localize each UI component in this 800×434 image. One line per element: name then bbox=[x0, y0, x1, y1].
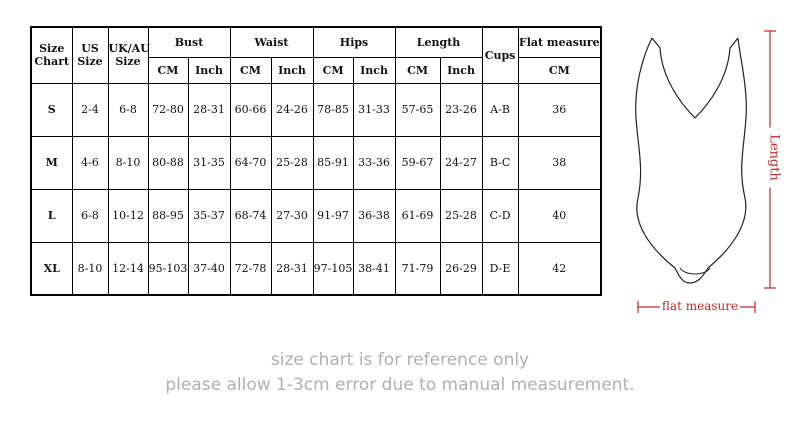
hips-inch-cell: 33-36 bbox=[353, 136, 395, 189]
us-cell: 4-6 bbox=[72, 136, 108, 189]
cups-cell: D-E bbox=[482, 242, 518, 295]
flat-measure-label: flat measure bbox=[661, 299, 739, 313]
bust-cm-cell: 95-103 bbox=[148, 242, 188, 295]
hips-cm-cell: 91-97 bbox=[313, 189, 353, 242]
header-ukau-size: UK/AU Size bbox=[108, 27, 148, 83]
length-cm-cell: 61-69 bbox=[395, 189, 440, 242]
us-cell: 2-4 bbox=[72, 83, 108, 136]
bust-inch-cell: 37-40 bbox=[188, 242, 230, 295]
length-label: Length bbox=[767, 128, 782, 188]
bust-cm-cell: 88-95 bbox=[148, 189, 188, 242]
length-cm-cell: 71-79 bbox=[395, 242, 440, 295]
unit-cm: CM bbox=[518, 57, 601, 83]
flat-cell: 38 bbox=[518, 136, 601, 189]
unit-cm: CM bbox=[148, 57, 188, 83]
header-cups: Cups bbox=[482, 27, 518, 83]
hips-cm-cell: 85-91 bbox=[313, 136, 353, 189]
header-waist: Waist bbox=[230, 27, 313, 57]
bust-cm-cell: 80-88 bbox=[148, 136, 188, 189]
bust-cm-cell: 72-80 bbox=[148, 83, 188, 136]
unit-cm: CM bbox=[395, 57, 440, 83]
table-row bbox=[31, 136, 601, 189]
hips-cm-cell: 97-105 bbox=[313, 242, 353, 295]
flat-cell: 40 bbox=[518, 189, 601, 242]
unit-inch: Inch bbox=[440, 57, 482, 83]
header-us-size: US Size bbox=[72, 27, 108, 83]
size-chart-table bbox=[30, 26, 602, 296]
hips-inch-cell: 36-38 bbox=[353, 189, 395, 242]
us-cell: 6-8 bbox=[72, 189, 108, 242]
length-inch-cell: 26-29 bbox=[440, 242, 482, 295]
waist-cm-cell: 64-70 bbox=[230, 136, 271, 189]
error-note: please allow 1-3cm error due to manual measurement. bbox=[165, 375, 635, 395]
cups-cell: B-C bbox=[482, 136, 518, 189]
swimsuit-icon bbox=[620, 18, 790, 318]
waist-cm-cell: 68-74 bbox=[230, 189, 271, 242]
header-hips: Hips bbox=[313, 27, 395, 57]
unit-inch: Inch bbox=[353, 57, 395, 83]
length-inch-cell: 24-27 bbox=[440, 136, 482, 189]
length-cm-cell: 59-67 bbox=[395, 136, 440, 189]
length-inch-cell: 25-28 bbox=[440, 189, 482, 242]
hips-inch-cell: 31-33 bbox=[353, 83, 395, 136]
unit-inch: Inch bbox=[271, 57, 313, 83]
ukau-cell: 10-12 bbox=[108, 189, 148, 242]
size-cell: XL bbox=[31, 242, 72, 295]
table-row bbox=[31, 189, 601, 242]
length-cm-cell: 57-65 bbox=[395, 83, 440, 136]
cups-cell: C-D bbox=[482, 189, 518, 242]
length-inch-cell: 23-26 bbox=[440, 83, 482, 136]
unit-cm: CM bbox=[313, 57, 353, 83]
bust-inch-cell: 31-35 bbox=[188, 136, 230, 189]
us-cell: 8-10 bbox=[72, 242, 108, 295]
unit-inch: Inch bbox=[188, 57, 230, 83]
size-cell: L bbox=[31, 189, 72, 242]
waist-inch-cell: 25-28 bbox=[271, 136, 313, 189]
ukau-cell: 8-10 bbox=[108, 136, 148, 189]
waist-inch-cell: 27-30 bbox=[271, 189, 313, 242]
size-cell: M bbox=[31, 136, 72, 189]
reference-note: size chart is for reference only bbox=[270, 350, 530, 370]
size-cell: S bbox=[31, 83, 72, 136]
table-row bbox=[31, 83, 601, 136]
flat-cell: 36 bbox=[518, 83, 601, 136]
ukau-cell: 6-8 bbox=[108, 83, 148, 136]
header-size-chart: Size Chart bbox=[31, 27, 72, 83]
bust-inch-cell: 28-31 bbox=[188, 83, 230, 136]
header-length: Length bbox=[395, 27, 482, 57]
unit-cm: CM bbox=[230, 57, 271, 83]
flat-cell: 42 bbox=[518, 242, 601, 295]
waist-cm-cell: 72-78 bbox=[230, 242, 271, 295]
cups-cell: A-B bbox=[482, 83, 518, 136]
hips-inch-cell: 38-41 bbox=[353, 242, 395, 295]
hips-cm-cell: 78-85 bbox=[313, 83, 353, 136]
swimsuit-figure bbox=[620, 18, 790, 318]
table-row bbox=[31, 242, 601, 295]
waist-inch-cell: 24-26 bbox=[271, 83, 313, 136]
ukau-cell: 12-14 bbox=[108, 242, 148, 295]
header-bust: Bust bbox=[148, 27, 230, 57]
header-flat-measure: Flat measure bbox=[518, 27, 601, 57]
size-chart-table-wrap bbox=[30, 26, 600, 296]
header-row-top bbox=[31, 27, 601, 57]
waist-cm-cell: 60-66 bbox=[230, 83, 271, 136]
bust-inch-cell: 35-37 bbox=[188, 189, 230, 242]
waist-inch-cell: 28-31 bbox=[271, 242, 313, 295]
